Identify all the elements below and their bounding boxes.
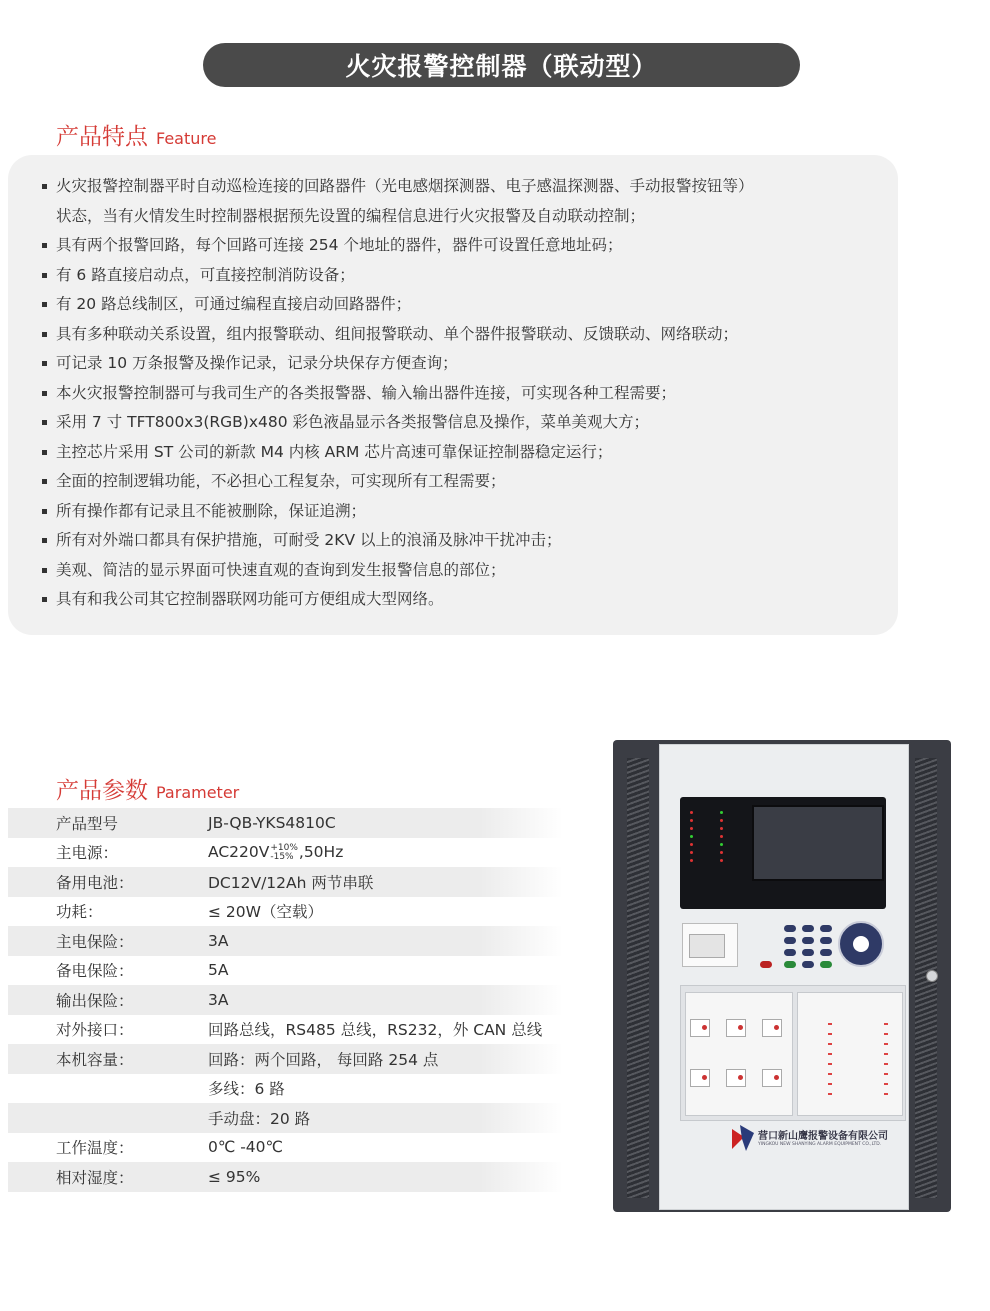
- company-logo-icon: [732, 1125, 754, 1151]
- feature-item: 所有对外端口都具有保护措施，可耐受 2KV 以上的浪涌及脉冲干扰冲击；: [40, 526, 840, 556]
- page-title: 火灾报警控制器（联动型）: [345, 52, 658, 81]
- param-row: [8, 838, 563, 868]
- param-value: DC12V/12Ah 两节串联: [208, 873, 374, 892]
- param-label: 备电保险：: [56, 962, 134, 981]
- feature-item: 状态，当有火情发生时控制器根据预先设置的编程信息进行火灾报警及自动联动控制；: [56, 206, 646, 225]
- feature-list: [40, 172, 840, 615]
- feature-item: 具有两个报警回路，每个回路可连接 254 个地址的器件，器件可设置任意地址码；: [40, 231, 840, 261]
- param-label: 功耗：: [56, 903, 103, 922]
- param-label: 备用电池：: [56, 873, 134, 892]
- param-row: [8, 1074, 563, 1104]
- feature-item: 可记录 10 万条报警及操作记录，记录分块保存方便查询；: [40, 349, 840, 379]
- param-row: [8, 1133, 563, 1163]
- param-row: [8, 1015, 563, 1045]
- param-value-suffix: ,50Hz: [298, 843, 344, 861]
- feature-item: 具有和我公司其它控制器联网功能可方便组成大型网络。: [40, 585, 840, 615]
- feature-item: 有 6 路直接启动点，可直接控制消防设备；: [40, 261, 840, 291]
- param-row: [8, 985, 563, 1015]
- feature-item: 火灾报警控制器平时自动巡检连接的回路器件（光电感烟探测器、电子感温探测器、手动报警按钮等）: [40, 172, 840, 202]
- feature-item: 主控芯片采用 ST 公司的新款 M4 内核 ARM 芯片高速可靠保证控制器稳定运行；: [40, 438, 840, 468]
- param-row: [8, 926, 563, 956]
- param-value: 3A: [208, 990, 229, 1009]
- param-label: 工作温度：: [56, 1139, 134, 1158]
- feature-item: 有 20 路总线制区，可通过编程直接启动回路器件；: [40, 290, 840, 320]
- control-panel: [680, 985, 906, 1121]
- param-value: 回路总线，RS485 总线，RS232，外 CAN 总线: [208, 1021, 543, 1040]
- param-label: 对外接口：: [56, 1021, 134, 1040]
- param-row: [8, 1162, 563, 1192]
- tolerance: [270, 844, 298, 862]
- printer: [682, 923, 738, 967]
- param-label: 主电源：: [56, 844, 119, 863]
- param-label: 主电保险：: [56, 932, 134, 951]
- param-label: 输出保险：: [56, 991, 134, 1010]
- feature-heading: [56, 118, 216, 151]
- param-heading-cn: 产品参数: [56, 778, 148, 804]
- lcd-screen: [752, 805, 884, 881]
- param-value-main: AC220V: [208, 843, 270, 861]
- param-value: 3A: [208, 931, 229, 950]
- param-value: 回路：两个回路， 每回路 254 点: [208, 1050, 439, 1069]
- param-heading-en: Parameter: [156, 783, 240, 802]
- navigation-pad: [838, 921, 884, 967]
- cabinet-front: [659, 744, 909, 1210]
- param-row: [8, 1044, 563, 1074]
- param-value: 5A: [208, 961, 229, 980]
- param-label: 本机容量：: [56, 1050, 134, 1069]
- param-label: 产品型号: [56, 814, 119, 833]
- tolerance-plus: +10%: [270, 842, 298, 853]
- param-value: JB-QB-YKS4810C: [208, 813, 336, 832]
- param-heading: [56, 772, 239, 805]
- feature-item: 采用 7 寸 TFT800x3(RGB)x480 彩色液晶显示各类报警信息及操作，菜单美观大方；: [40, 408, 840, 438]
- param-row: [8, 897, 563, 927]
- company-name: 营口新山鹰报警设备有限公司: [758, 1131, 888, 1142]
- param-row: [8, 808, 563, 838]
- param-value: 多线：6 路: [208, 1080, 285, 1099]
- param-value: ≤ 95%: [208, 1167, 261, 1186]
- company-name-en: YINGKOU NEW SHANYING ALARM EQUIPMENT CO.,LTD.: [758, 1142, 882, 1147]
- feature-item: 美观、简洁的显示界面可快速直观的查询到发生报警信息的部位；: [40, 556, 840, 586]
- feature-heading-cn: 产品特点: [56, 124, 148, 150]
- param-label: 相对湿度：: [56, 1168, 134, 1187]
- feature-item: 所有操作都有记录且不能被删除，保证追溯；: [40, 497, 840, 527]
- param-value: [208, 843, 343, 862]
- param-row: [8, 956, 563, 986]
- left-vent: [627, 758, 649, 1198]
- param-value: ≤ 20W（空载）: [208, 903, 323, 922]
- param-row: [8, 867, 563, 897]
- feature-item: 本火灾报警控制器可与我司生产的各类报警器、输入输出器件连接，可实现各种工程需要；: [40, 379, 840, 409]
- product-image: [613, 740, 951, 1212]
- param-value: 0℃ -40℃: [208, 1138, 283, 1157]
- param-value: 手动盘：20 路: [208, 1109, 311, 1128]
- feature-item: 具有多种联动关系设置，组内报警联动、组间报警联动、单个器件报警联动、反馈联动、网络联动；: [40, 320, 840, 350]
- feature-heading-en: Feature: [156, 129, 217, 148]
- page-title-bar: [203, 43, 800, 87]
- param-row: [8, 1103, 563, 1133]
- lock-icon: [926, 970, 938, 982]
- tolerance-minus: -15%: [270, 851, 294, 862]
- param-table: [8, 808, 563, 1192]
- feature-item: 全面的控制逻辑功能，不必担心工程复杂，可实现所有工程需要；: [40, 467, 840, 497]
- display-panel: [680, 797, 886, 909]
